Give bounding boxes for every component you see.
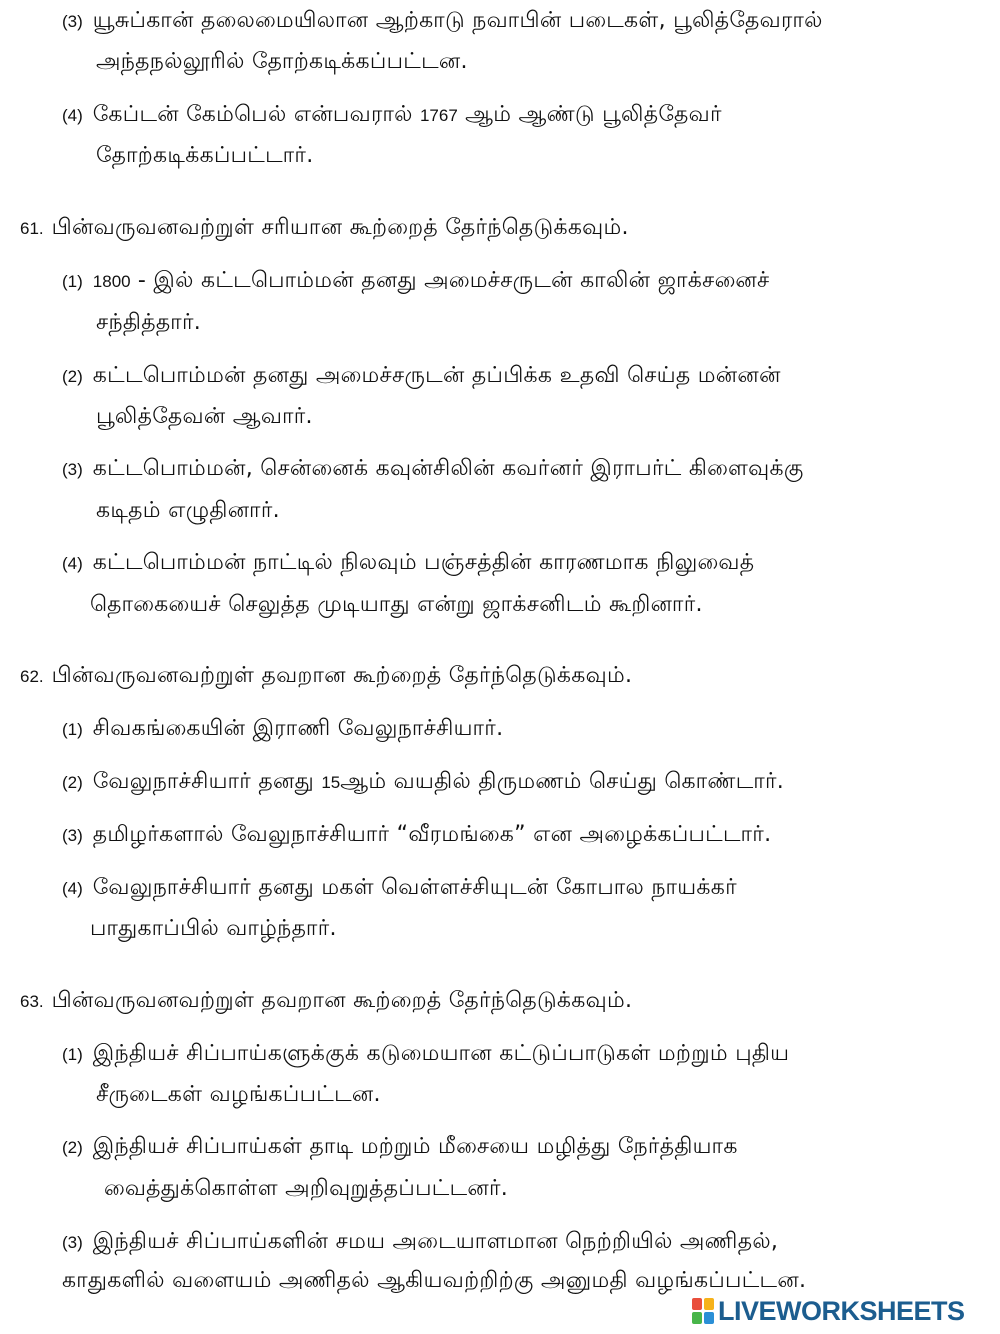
q61-option-4-line-2: தொகையைச் செலுத்த முடியாது என்று ஜாக்சனிடம் கூறினார். <box>90 592 703 617</box>
q62-option-4-line-2: பாதுகாப்பில் வாழ்ந்தார். <box>90 916 337 941</box>
q62-option-1 <box>62 714 503 745</box>
option-text: கேப்டன் கேம்பெல் என்பவரால் <box>92 102 420 127</box>
option-number: (4) <box>62 879 83 898</box>
option-number: (3) <box>62 460 83 479</box>
liveworksheets-logo[interactable] <box>692 1296 965 1326</box>
option-text: சிவகங்கையின் இராணி வேலுநாச்சியார். <box>92 716 504 741</box>
option-number: (3) <box>62 1233 83 1252</box>
option-3-line-1 <box>62 6 823 37</box>
option-text: யூசுப்கான் தலைமையிலான ஆற்காடு நவாபின் படைகள், பூலித்தேவரால் <box>92 8 823 33</box>
option-number: (3) <box>62 12 83 31</box>
option-number: (2) <box>62 773 83 792</box>
q63-option-1-line-2: சீருடைகள் வழங்கப்பட்டன. <box>96 1082 381 1107</box>
option-number: (2) <box>62 367 83 386</box>
option-number: (3) <box>62 826 83 845</box>
q63-option-2-line-2: வைத்துக்கொள்ள அறிவுறுத்தப்பட்டனர். <box>104 1176 509 1201</box>
q61-option-1-line-1 <box>62 266 770 297</box>
question-number: 61. <box>20 219 44 238</box>
option-text: இந்தியச் சிப்பாய்களின் சமய அடையாளமான நெற்றியில் அணிதல், <box>92 1229 779 1254</box>
option-text: தமிழர்களால் வேலுநாச்சியார் “வீரமங்கை” என அழைக்கப்பட்டார். <box>92 822 772 847</box>
option-3-line-2: அந்தநல்லூரில் தோற்கடிக்கப்பட்டன. <box>96 49 468 74</box>
q61-option-1-line-2: சந்தித்தார். <box>96 310 202 335</box>
q62-option-2 <box>62 767 784 798</box>
q63-option-3-line-2: காதுகளில் வளையம் அணிதல் ஆகியவற்றிற்கு அனுமதி வழங்கப்பட்டன. <box>62 1268 807 1293</box>
option-text: ஆம் ஆண்டு பூலித்தேவர் <box>457 102 722 127</box>
question-text: பின்வருவனவற்றுள் தவறான கூற்றைத் தேர்ந்தெடுக்கவும். <box>51 663 633 688</box>
q61-option-3-line-1 <box>62 454 804 485</box>
q63-option-1-line-1 <box>62 1039 789 1070</box>
question-61 <box>20 213 629 244</box>
option-text: கட்டபொம்மன் நாட்டில் நிலவும் பஞ்சத்தின் காரணமாக நிலுவைத் <box>92 550 755 575</box>
option-text: - இல் கட்டபொம்மன் தனது அமைச்சருடன் காலின் ஜாக்சனைச் <box>130 268 770 293</box>
option-4-line-2: தோற்கடிக்கப்பட்டார். <box>96 143 314 168</box>
liveworksheets-wordmark: LIVEWORKSHEETS <box>718 1295 965 1326</box>
option-number: (4) <box>62 554 83 573</box>
option-text: வேலுநாச்சியார் தனது <box>92 769 322 794</box>
q62-option-4-line-1 <box>62 873 737 904</box>
question-number: 63. <box>20 992 44 1011</box>
question-text: பின்வருவனவற்றுள் சரியான கூற்றைத் தேர்ந்தெடுக்கவும். <box>51 215 629 240</box>
option-number: (1) <box>62 1045 83 1064</box>
q63-option-2-line-1 <box>62 1132 738 1163</box>
year-1800: 1800 <box>92 272 131 291</box>
question-63 <box>20 986 632 1017</box>
option-number: (2) <box>62 1138 83 1157</box>
age-15: 15 <box>321 773 341 792</box>
option-text: கட்டபொம்மன் தனது அமைச்சருடன் தப்பிக்க உதவி செய்த மன்னன் <box>92 363 781 388</box>
logo-square-red <box>692 1298 702 1310</box>
question-text: பின்வருவனவற்றுள் தவறான கூற்றைத் தேர்ந்தெடுக்கவும். <box>51 988 633 1013</box>
option-number: (4) <box>62 106 83 125</box>
question-62 <box>20 661 632 692</box>
q62-option-3 <box>62 820 771 851</box>
q61-option-2-line-2: பூலித்தேவன் ஆவார். <box>96 404 313 429</box>
liveworksheets-logo-icon <box>692 1298 714 1324</box>
q61-option-4-line-1 <box>62 548 754 579</box>
option-number: (1) <box>62 720 83 739</box>
q63-option-3-line-1 <box>62 1227 778 1258</box>
option-text: வேலுநாச்சியார் தனது மகள் வெள்ளச்சியுடன் கோபால நாயக்கர் <box>92 875 737 900</box>
option-text: ஆம் வயதில் திருமணம் செய்து கொண்டார். <box>340 769 785 794</box>
q61-option-2-line-1 <box>62 361 781 392</box>
option-4-line-1 <box>62 100 722 131</box>
option-text: இந்தியச் சிப்பாய்களுக்குக் கடுமையான கட்டுப்பாடுகள் மற்றும் புதிய <box>92 1041 790 1066</box>
year-1767: 1767 <box>419 106 458 125</box>
question-number: 62. <box>20 667 44 686</box>
option-text: கட்டபொம்மன், சென்னைக் கவுன்சிலின் கவர்னர் இராபர்ட் கிளைவுக்கு <box>92 456 804 481</box>
logo-square-yellow <box>704 1298 714 1310</box>
q61-option-3-line-2: கடிதம் எழுதினார். <box>96 498 280 523</box>
logo-square-green <box>692 1312 702 1324</box>
option-number: (1) <box>62 272 83 291</box>
option-text: இந்தியச் சிப்பாய்கள் தாடி மற்றும் மீசையை மழித்து நேர்த்தியாக <box>92 1134 738 1159</box>
logo-square-blue <box>704 1312 714 1324</box>
